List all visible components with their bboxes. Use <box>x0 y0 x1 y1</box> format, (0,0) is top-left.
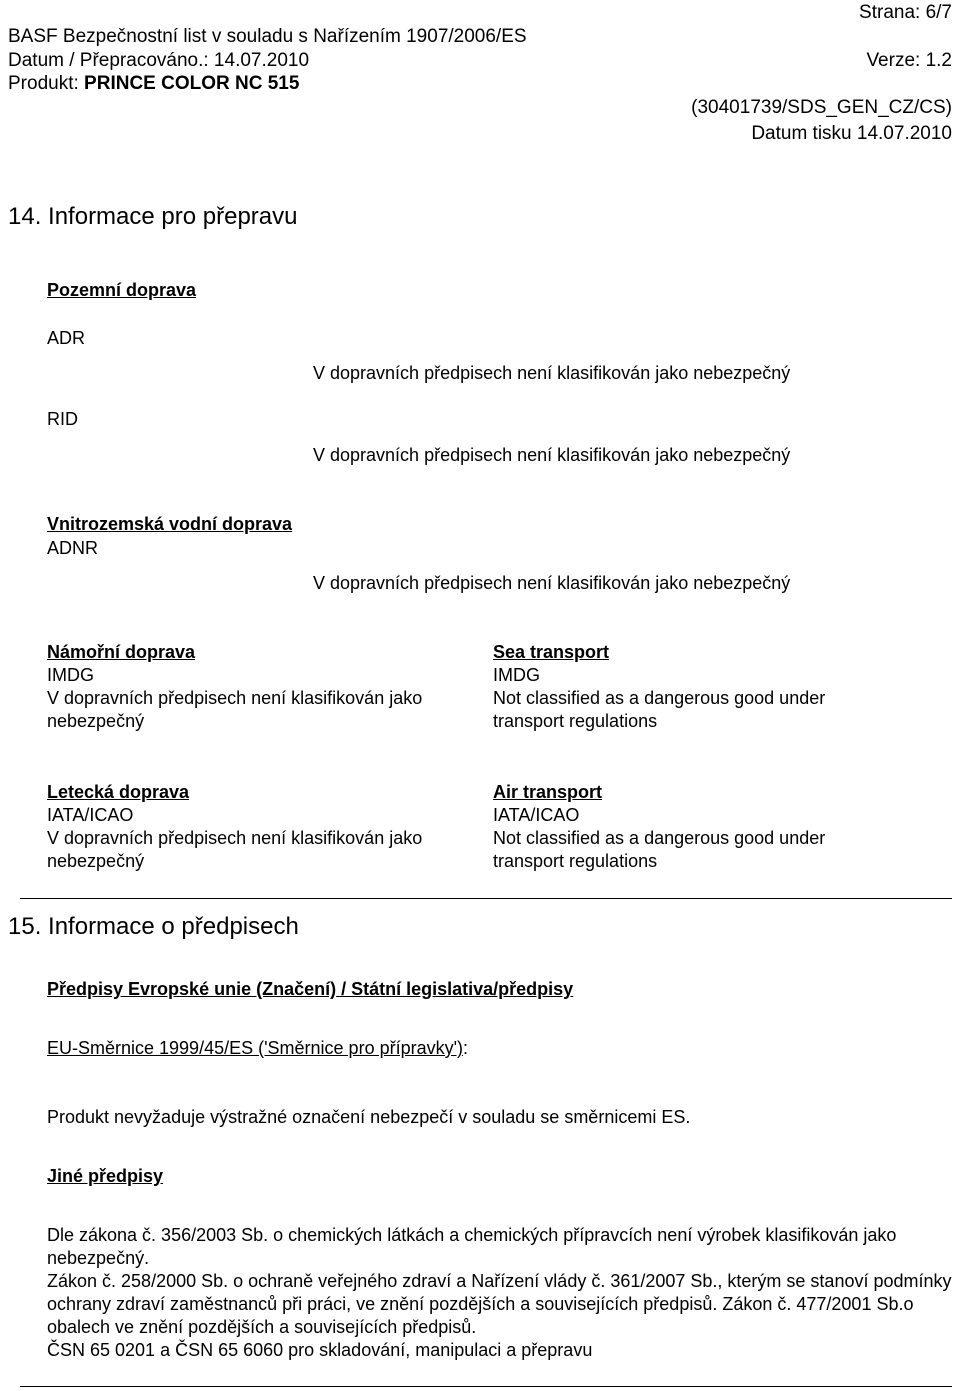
product-label: Produkt: <box>8 73 79 94</box>
sea-cz-text: V dopravních předpisech není klasifikován jako nebezpečný <box>47 688 423 731</box>
air-en-code: IATA/ICAO <box>493 805 580 825</box>
rid-text: V dopravních předpisech není klasifikován jako nebezpečný <box>313 445 791 465</box>
sea-cz-heading: Námořní doprava <box>47 642 196 662</box>
eu-regulations-heading: Předpisy Evropské unie (Značení) / Státní legislativa/předpisy <box>47 979 574 999</box>
eu-directive-line <box>47 1037 468 1060</box>
version: Verze: 1.2 <box>866 50 952 71</box>
air-transport-cz <box>47 781 477 873</box>
section-15-title: 15. Informace o předpisech <box>8 913 299 940</box>
adnr-text: V dopravních předpisech není klasifikován jako nebezpečný <box>313 573 791 593</box>
sea-transport-en <box>493 641 893 733</box>
land-transport-heading: Pozemní doprava <box>47 280 197 300</box>
sea-en-heading: Sea transport <box>493 642 610 662</box>
eu-directive: EU-Směrnice 1999/45/ES ('Směrnice pro přípravky') <box>47 1038 464 1058</box>
law-356-2003: Dle zákona č. 356/2003 Sb. o chemických látkách a chemických přípravcích není výrobek klasifikován jako nebezpečný. <box>47 1225 897 1268</box>
other-regulations-heading: Jiné předpisy <box>47 1166 164 1186</box>
section-divider <box>20 898 952 899</box>
adr-text: V dopravních předpisech není klasifikován jako nebezpečný <box>313 363 791 383</box>
product-labeling-text: Produkt nevyžaduje výstražné označení nebezpečí v souladu se směrnicemi ES. <box>47 1107 691 1127</box>
air-cz-code: IATA/ICAO <box>47 805 134 825</box>
air-cz-text: V dopravních předpisech není klasifikován jako nebezpečný <box>47 828 423 871</box>
other-regulations-body <box>47 1224 955 1362</box>
product-name: PRINCE COLOR NC 515 <box>84 73 300 94</box>
adr-label: ADR <box>47 328 86 348</box>
rid-label: RID <box>47 409 78 429</box>
air-en-heading: Air transport <box>493 782 603 802</box>
sea-transport-cz <box>47 641 477 733</box>
document-code: (30401739/SDS_GEN_CZ/CS) <box>691 97 952 118</box>
print-date: Datum tisku 14.07.2010 <box>751 123 952 144</box>
document-title: BASF Bezpečnostní list v souladu s Nařízením 1907/2006/ES <box>8 26 527 47</box>
sea-cz-code: IMDG <box>47 665 94 685</box>
sea-en-text: Not classified as a dangerous good under transport regulations <box>493 688 826 731</box>
sea-en-code: IMDG <box>493 665 540 685</box>
csn-standards: ČSN 65 0201 a ČSN 65 6060 pro skladování, manipulaci a přepravu <box>47 1340 593 1360</box>
revision-date: Datum / Přepracováno.: 14.07.2010 <box>8 50 310 71</box>
air-cz-heading: Letecká doprava <box>47 782 190 802</box>
inland-water-heading: Vnitrozemská vodní doprava <box>47 514 293 534</box>
adnr-label: ADNR <box>47 538 99 558</box>
page-number: Strana: 6/7 <box>859 2 952 23</box>
section-14-title: 14. Informace pro přepravu <box>8 203 298 230</box>
law-258-2000: Zákon č. 258/2000 Sb. o ochraně veřejného zdraví a Nařízení vlády č. 361/2007 Sb., kterým se stanoví podmínky ochrany zdraví zaměstnanců při práci, ve znění pozdějších a souvisejících předpisů. Zákon č. 477/2001 Sb.o obalech ve znění pozdějších a souvisejících předpisů. <box>47 1271 952 1337</box>
air-en-text: Not classified as a dangerous good under transport regulations <box>493 828 826 871</box>
product-line <box>8 73 299 95</box>
air-transport-en <box>493 781 893 873</box>
eu-directive-colon: : <box>463 1038 469 1058</box>
footer-divider <box>20 1386 952 1387</box>
